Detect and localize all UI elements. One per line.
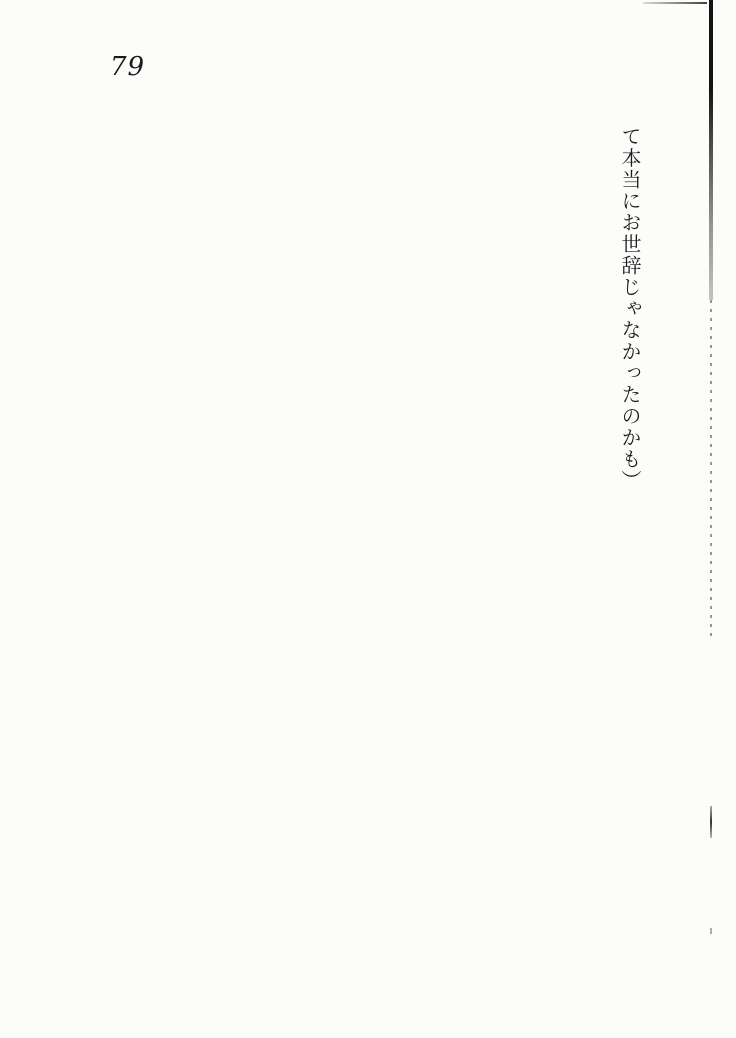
scan-gutter-line-mid [710, 300, 712, 640]
scan-gutter-line-low [710, 806, 712, 838]
vertical-text-block [0, 126, 646, 950]
scan-gutter-line-top [709, 0, 713, 300]
page-number: 79 [110, 52, 146, 82]
scan-top-edge-line [643, 2, 707, 4]
scan-gutter-dot [710, 928, 712, 934]
text-line: て本当にお世辞じゃなかったのかも） [618, 126, 642, 492]
